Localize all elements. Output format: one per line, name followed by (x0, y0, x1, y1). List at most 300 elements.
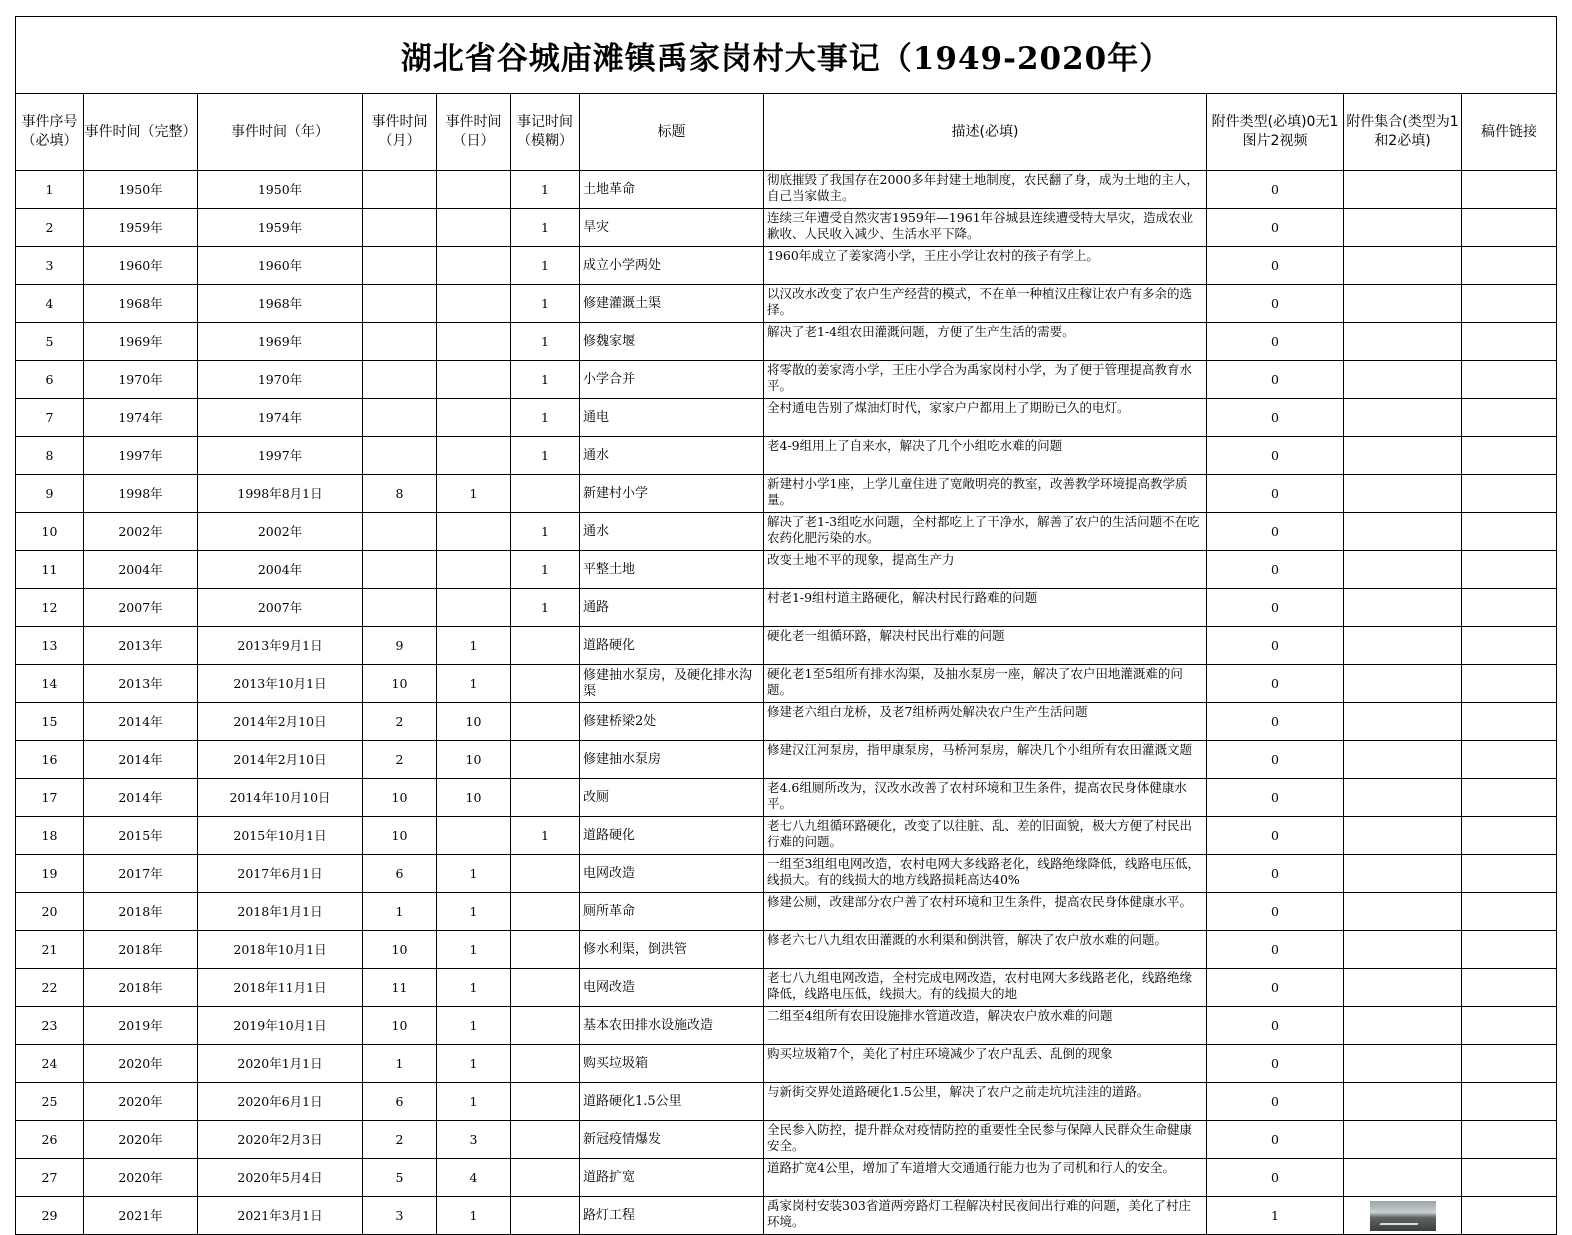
cell-attach_type: 0 (1207, 1121, 1344, 1159)
cell-year: 2014年2月10日 (198, 703, 363, 741)
cell-day (437, 209, 511, 247)
cell-attach_type: 0 (1207, 855, 1344, 893)
cell-seq: 7 (16, 399, 84, 437)
cell-fuzzy (511, 627, 580, 665)
cell-seq: 25 (16, 1083, 84, 1121)
cell-attach-set (1344, 1083, 1462, 1121)
cell-attach-set (1344, 551, 1462, 589)
cell-attach-set (1344, 665, 1462, 703)
cell-fuzzy: 1 (511, 589, 580, 627)
cell-year: 2014年10月10日 (198, 779, 363, 817)
cell-month (363, 589, 437, 627)
cell-seq: 19 (16, 855, 84, 893)
cell-fuzzy (511, 1045, 580, 1083)
cell-full: 2002年 (84, 513, 198, 551)
cell-attach-set (1344, 1007, 1462, 1045)
cell-year: 2021年3月1日 (198, 1197, 363, 1235)
cell-seq: 5 (16, 323, 84, 361)
attachment-photo-thumbnail[interactable] (1370, 1201, 1436, 1231)
cell-day: 1 (437, 627, 511, 665)
table-row (16, 551, 1557, 589)
table-row (16, 475, 1557, 513)
cell-fuzzy (511, 931, 580, 969)
cell-seq: 15 (16, 703, 84, 741)
cell-link (1462, 399, 1557, 437)
cell-link (1462, 1197, 1557, 1235)
cell-year: 2018年1月1日 (198, 893, 363, 931)
cell-link (1462, 513, 1557, 551)
cell-year: 1968年 (198, 285, 363, 323)
cell-year: 2018年10月1日 (198, 931, 363, 969)
cell-attach_type: 0 (1207, 475, 1344, 513)
cell-year: 2020年5月4日 (198, 1159, 363, 1197)
cell-attach_type: 0 (1207, 1159, 1344, 1197)
cell-year: 1970年 (198, 361, 363, 399)
table-row (16, 779, 1557, 817)
cell-title: 通水 (580, 513, 764, 551)
cell-day (437, 551, 511, 589)
cell-desc: 道路扩宽4公里，增加了车道增大交通通行能力也为了司机和行人的安全。 (764, 1159, 1207, 1197)
cell-month (363, 513, 437, 551)
cell-day (437, 247, 511, 285)
cell-desc: 修建汉江河泵房，指甲康泵房，马桥河泵房，解决几个小组所有农田灌溉文题 (764, 741, 1207, 779)
table-row (16, 703, 1557, 741)
column-header-fuzzy: 事记时间（模糊） (511, 94, 580, 171)
cell-month (363, 361, 437, 399)
cell-seq: 29 (16, 1197, 84, 1235)
cell-year: 2017年6月1日 (198, 855, 363, 893)
cell-month: 6 (363, 1083, 437, 1121)
cell-month: 11 (363, 969, 437, 1007)
cell-link (1462, 1007, 1557, 1045)
cell-year: 2007年 (198, 589, 363, 627)
cell-day: 1 (437, 855, 511, 893)
cell-day: 10 (437, 741, 511, 779)
cell-desc: 连续三年遭受自然灾害1959年—1961年谷城县连续遭受特大旱灾，造成农业歉收、人民收入减少、生活水平下降。 (764, 209, 1207, 247)
cell-fuzzy (511, 893, 580, 931)
cell-attach_type: 0 (1207, 817, 1344, 855)
table-row (16, 1083, 1557, 1121)
cell-month (363, 285, 437, 323)
cell-attach-set (1344, 437, 1462, 475)
cell-title: 电网改造 (580, 969, 764, 1007)
cell-day: 3 (437, 1121, 511, 1159)
cell-attach_type: 0 (1207, 627, 1344, 665)
cell-fuzzy: 1 (511, 437, 580, 475)
cell-year: 2013年9月1日 (198, 627, 363, 665)
cell-attach-set[interactable] (1344, 1197, 1462, 1235)
column-header-full: 事件时间（完整） (84, 94, 198, 171)
cell-link (1462, 741, 1557, 779)
cell-full: 2020年 (84, 1121, 198, 1159)
cell-attach-set (1344, 399, 1462, 437)
column-header-title: 标题 (580, 94, 764, 171)
cell-day (437, 817, 511, 855)
cell-attach-set (1344, 513, 1462, 551)
cell-desc: 村老1-9组村道主路硬化，解决村民行路难的问题 (764, 589, 1207, 627)
cell-link (1462, 703, 1557, 741)
page-title: 湖北省谷城庙滩镇禹家岗村大事记（1949-2020年） (16, 17, 1557, 94)
cell-fuzzy: 1 (511, 285, 580, 323)
cell-seq: 22 (16, 969, 84, 1007)
cell-fuzzy (511, 779, 580, 817)
cell-attach_type: 0 (1207, 551, 1344, 589)
cell-seq: 10 (16, 513, 84, 551)
cell-month (363, 247, 437, 285)
cell-fuzzy (511, 855, 580, 893)
cell-full: 2014年 (84, 703, 198, 741)
table-row (16, 247, 1557, 285)
table-row (16, 285, 1557, 323)
cell-month: 8 (363, 475, 437, 513)
table-row (16, 399, 1557, 437)
cell-year: 2015年10月1日 (198, 817, 363, 855)
cell-full: 1970年 (84, 361, 198, 399)
cell-attach-set (1344, 703, 1462, 741)
cell-title: 小学合并 (580, 361, 764, 399)
cell-attach_type: 0 (1207, 247, 1344, 285)
cell-title: 道路硬化 (580, 627, 764, 665)
cell-attach_type: 0 (1207, 589, 1344, 627)
cell-day (437, 171, 511, 209)
cell-year: 1997年 (198, 437, 363, 475)
table-row (16, 323, 1557, 361)
cell-year: 2019年10月1日 (198, 1007, 363, 1045)
events-table (15, 16, 1557, 1235)
table-row (16, 1159, 1557, 1197)
cell-attach-set (1344, 741, 1462, 779)
cell-year: 2020年6月1日 (198, 1083, 363, 1121)
cell-attach_type: 0 (1207, 513, 1344, 551)
cell-title: 新冠疫情爆发 (580, 1121, 764, 1159)
cell-month: 3 (363, 1197, 437, 1235)
table-row (16, 1197, 1557, 1235)
cell-full: 2021年 (84, 1197, 198, 1235)
cell-title: 厕所革命 (580, 893, 764, 931)
cell-month: 2 (363, 703, 437, 741)
cell-desc: 将零散的姜家湾小学，王庄小学合为禹家岗村小学，为了便于管理提高教育水平。 (764, 361, 1207, 399)
cell-title: 通水 (580, 437, 764, 475)
cell-full: 1969年 (84, 323, 198, 361)
cell-link (1462, 627, 1557, 665)
cell-full: 2015年 (84, 817, 198, 855)
cell-full: 2018年 (84, 931, 198, 969)
cell-day: 1 (437, 931, 511, 969)
cell-fuzzy (511, 969, 580, 1007)
cell-day: 1 (437, 969, 511, 1007)
column-header-year: 事件时间（年） (198, 94, 363, 171)
table-row (16, 209, 1557, 247)
cell-seq: 11 (16, 551, 84, 589)
cell-attach-set (1344, 1045, 1462, 1083)
cell-attach-set (1344, 855, 1462, 893)
cell-full: 1959年 (84, 209, 198, 247)
cell-fuzzy (511, 741, 580, 779)
cell-title: 道路硬化1.5公里 (580, 1083, 764, 1121)
cell-title: 道路硬化 (580, 817, 764, 855)
cell-attach_type: 0 (1207, 285, 1344, 323)
cell-title: 平整土地 (580, 551, 764, 589)
cell-link (1462, 969, 1557, 1007)
cell-attach-set (1344, 171, 1462, 209)
cell-full: 2014年 (84, 779, 198, 817)
cell-day (437, 437, 511, 475)
cell-desc: 以汉改水改变了农户生产经营的模式，不在单一种植汉庄稼让农户有多余的选择。 (764, 285, 1207, 323)
cell-seq: 16 (16, 741, 84, 779)
cell-full: 2019年 (84, 1007, 198, 1045)
cell-link (1462, 817, 1557, 855)
cell-link (1462, 323, 1557, 361)
cell-year: 1998年8月1日 (198, 475, 363, 513)
table-row (16, 969, 1557, 1007)
cell-link (1462, 209, 1557, 247)
column-header-seq: 事件序号（必填） (16, 94, 84, 171)
cell-full: 2018年 (84, 893, 198, 931)
cell-year: 1950年 (198, 171, 363, 209)
cell-title: 旱灾 (580, 209, 764, 247)
cell-full: 1950年 (84, 171, 198, 209)
cell-title: 新建村小学 (580, 475, 764, 513)
cell-fuzzy (511, 1159, 580, 1197)
cell-month: 9 (363, 627, 437, 665)
cell-title: 通电 (580, 399, 764, 437)
cell-attach_type: 0 (1207, 171, 1344, 209)
cell-link (1462, 1121, 1557, 1159)
cell-full: 2007年 (84, 589, 198, 627)
cell-title: 修建抽水泵房 (580, 741, 764, 779)
cell-attach_type: 0 (1207, 209, 1344, 247)
cell-desc: 全村通电告别了煤油灯时代，家家户户都用上了期盼已久的电灯。 (764, 399, 1207, 437)
cell-seq: 9 (16, 475, 84, 513)
table-row (16, 361, 1557, 399)
cell-fuzzy (511, 1121, 580, 1159)
cell-attach-set (1344, 627, 1462, 665)
cell-attach_type: 0 (1207, 741, 1344, 779)
cell-attach_type: 0 (1207, 361, 1344, 399)
cell-link (1462, 931, 1557, 969)
cell-link (1462, 1083, 1557, 1121)
cell-seq: 1 (16, 171, 84, 209)
cell-day (437, 285, 511, 323)
cell-month (363, 437, 437, 475)
cell-link (1462, 779, 1557, 817)
cell-seq: 27 (16, 1159, 84, 1197)
cell-day: 10 (437, 703, 511, 741)
cell-month: 10 (363, 1007, 437, 1045)
cell-day: 10 (437, 779, 511, 817)
cell-attach-set (1344, 475, 1462, 513)
table-row (16, 589, 1557, 627)
table-row (16, 817, 1557, 855)
cell-attach-set (1344, 931, 1462, 969)
table-row (16, 931, 1557, 969)
cell-attach-set (1344, 779, 1462, 817)
cell-day (437, 513, 511, 551)
cell-title: 成立小学两处 (580, 247, 764, 285)
cell-month: 2 (363, 741, 437, 779)
cell-month: 10 (363, 817, 437, 855)
cell-title: 路灯工程 (580, 1197, 764, 1235)
cell-title: 道路扩宽 (580, 1159, 764, 1197)
cell-desc: 硬化老1至5组所有排水沟渠，及抽水泵房一座，解决了农户田地灌溉难的问题。 (764, 665, 1207, 703)
table-row (16, 893, 1557, 931)
cell-full: 2020年 (84, 1045, 198, 1083)
header-row (16, 94, 1557, 171)
column-header-day: 事件时间（日） (437, 94, 511, 171)
column-header-link: 稿件链接 (1462, 94, 1557, 171)
cell-link (1462, 247, 1557, 285)
cell-attach-set (1344, 285, 1462, 323)
cell-title: 购买垃圾箱 (580, 1045, 764, 1083)
cell-desc: 二组至4组所有农田设施排水管道改造，解决农户放水难的问题 (764, 1007, 1207, 1045)
cell-month: 2 (363, 1121, 437, 1159)
cell-attach_type: 0 (1207, 399, 1344, 437)
column-header-desc: 描述(必填) (764, 94, 1207, 171)
cell-link (1462, 893, 1557, 931)
cell-full: 2004年 (84, 551, 198, 589)
cell-full: 1960年 (84, 247, 198, 285)
cell-month (363, 399, 437, 437)
cell-day: 4 (437, 1159, 511, 1197)
cell-fuzzy: 1 (511, 361, 580, 399)
cell-link (1462, 171, 1557, 209)
cell-link (1462, 665, 1557, 703)
cell-full: 2014年 (84, 741, 198, 779)
cell-year: 1959年 (198, 209, 363, 247)
cell-attach_type: 0 (1207, 969, 1344, 1007)
cell-attach-set (1344, 361, 1462, 399)
cell-day (437, 323, 511, 361)
cell-desc: 硬化老一组循环路，解决村民出行难的问题 (764, 627, 1207, 665)
cell-month: 10 (363, 931, 437, 969)
cell-link (1462, 437, 1557, 475)
cell-seq: 17 (16, 779, 84, 817)
cell-seq: 2 (16, 209, 84, 247)
cell-fuzzy: 1 (511, 209, 580, 247)
cell-desc: 1960年成立了姜家湾小学，王庄小学让农村的孩子有学上。 (764, 247, 1207, 285)
cell-fuzzy: 1 (511, 399, 580, 437)
cell-desc: 与新街交界处道路硬化1.5公里，解决了农户之前走坑坑洼洼的道路。 (764, 1083, 1207, 1121)
cell-title: 改厕 (580, 779, 764, 817)
cell-month (363, 209, 437, 247)
cell-attach_type: 0 (1207, 1083, 1344, 1121)
cell-attach_type: 0 (1207, 703, 1344, 741)
cell-fuzzy: 1 (511, 551, 580, 589)
cell-month: 10 (363, 665, 437, 703)
cell-seq: 12 (16, 589, 84, 627)
table-row (16, 1007, 1557, 1045)
cell-seq: 23 (16, 1007, 84, 1045)
cell-day: 1 (437, 665, 511, 703)
cell-attach-set (1344, 893, 1462, 931)
table-row (16, 1045, 1557, 1083)
table-row (16, 627, 1557, 665)
cell-month: 10 (363, 779, 437, 817)
cell-attach_type: 0 (1207, 323, 1344, 361)
cell-attach-set (1344, 1159, 1462, 1197)
cell-title: 修建桥梁2处 (580, 703, 764, 741)
cell-fuzzy (511, 1083, 580, 1121)
cell-year: 2020年1月1日 (198, 1045, 363, 1083)
cell-desc: 修老六七八九组农田灌溉的水利渠和倒洪管，解决了农户放水难的问题。 (764, 931, 1207, 969)
cell-fuzzy (511, 1007, 580, 1045)
cell-seq: 4 (16, 285, 84, 323)
cell-full: 2020年 (84, 1083, 198, 1121)
cell-seq: 26 (16, 1121, 84, 1159)
cell-day (437, 589, 511, 627)
table-row (16, 665, 1557, 703)
cell-title: 修建抽水泵房，及硬化排水沟渠 (580, 665, 764, 703)
cell-full: 2017年 (84, 855, 198, 893)
cell-seq: 21 (16, 931, 84, 969)
cell-year: 2013年10月1日 (198, 665, 363, 703)
cell-full: 1998年 (84, 475, 198, 513)
cell-link (1462, 475, 1557, 513)
cell-link (1462, 551, 1557, 589)
cell-fuzzy (511, 665, 580, 703)
cell-month: 1 (363, 1045, 437, 1083)
cell-desc: 解决了老1-3组吃水问题，全村都吃上了干净水，解善了农户的生活问题不在吃农药化肥污染的水。 (764, 513, 1207, 551)
cell-attach-set (1344, 209, 1462, 247)
cell-year: 1960年 (198, 247, 363, 285)
table-body (16, 171, 1557, 1235)
cell-year: 2020年2月3日 (198, 1121, 363, 1159)
cell-attach_type: 0 (1207, 1045, 1344, 1083)
cell-day: 1 (437, 475, 511, 513)
column-header-attach_type: 附件类型(必填)0无1图片2视频 (1207, 94, 1344, 171)
cell-desc: 老七八九组电网改造，全村完成电网改造，农村电网大多线路老化，线路绝缘降低，线路电压低，线损大。有的线损大的地 (764, 969, 1207, 1007)
cell-day: 1 (437, 1197, 511, 1235)
cell-link (1462, 589, 1557, 627)
cell-fuzzy (511, 475, 580, 513)
cell-title: 通路 (580, 589, 764, 627)
cell-day: 1 (437, 893, 511, 931)
cell-fuzzy (511, 703, 580, 741)
cell-fuzzy (511, 1197, 580, 1235)
cell-attach_type: 0 (1207, 665, 1344, 703)
cell-desc: 彻底摧毁了我国存在2000多年封建土地制度，农民翻了身，成为土地的主人，自己当家做主。 (764, 171, 1207, 209)
column-header-month: 事件时间（月） (363, 94, 437, 171)
cell-link (1462, 1045, 1557, 1083)
cell-desc: 老4-9组用上了自来水，解决了几个小组吃水难的问题 (764, 437, 1207, 475)
cell-desc: 全民参入防控，提升群众对疫情防控的重要性全民参与保障人民群众生命健康安全。 (764, 1121, 1207, 1159)
cell-title: 电网改造 (580, 855, 764, 893)
cell-fuzzy: 1 (511, 171, 580, 209)
cell-link (1462, 1159, 1557, 1197)
cell-day: 1 (437, 1045, 511, 1083)
cell-year: 1974年 (198, 399, 363, 437)
cell-day (437, 399, 511, 437)
cell-month: 6 (363, 855, 437, 893)
cell-full: 2013年 (84, 665, 198, 703)
cell-full: 1997年 (84, 437, 198, 475)
cell-link (1462, 285, 1557, 323)
cell-fuzzy: 1 (511, 817, 580, 855)
cell-attach_type: 0 (1207, 779, 1344, 817)
cell-month (363, 551, 437, 589)
cell-full: 1968年 (84, 285, 198, 323)
table-row (16, 513, 1557, 551)
cell-seq: 24 (16, 1045, 84, 1083)
cell-attach-set (1344, 969, 1462, 1007)
cell-desc: 购买垃圾箱7个，美化了村庄环境减少了农户乱丢、乱倒的现象 (764, 1045, 1207, 1083)
cell-seq: 20 (16, 893, 84, 931)
cell-seq: 14 (16, 665, 84, 703)
table-row (16, 1121, 1557, 1159)
cell-seq: 3 (16, 247, 84, 285)
cell-title: 修建灌溉土渠 (580, 285, 764, 323)
cell-seq: 6 (16, 361, 84, 399)
